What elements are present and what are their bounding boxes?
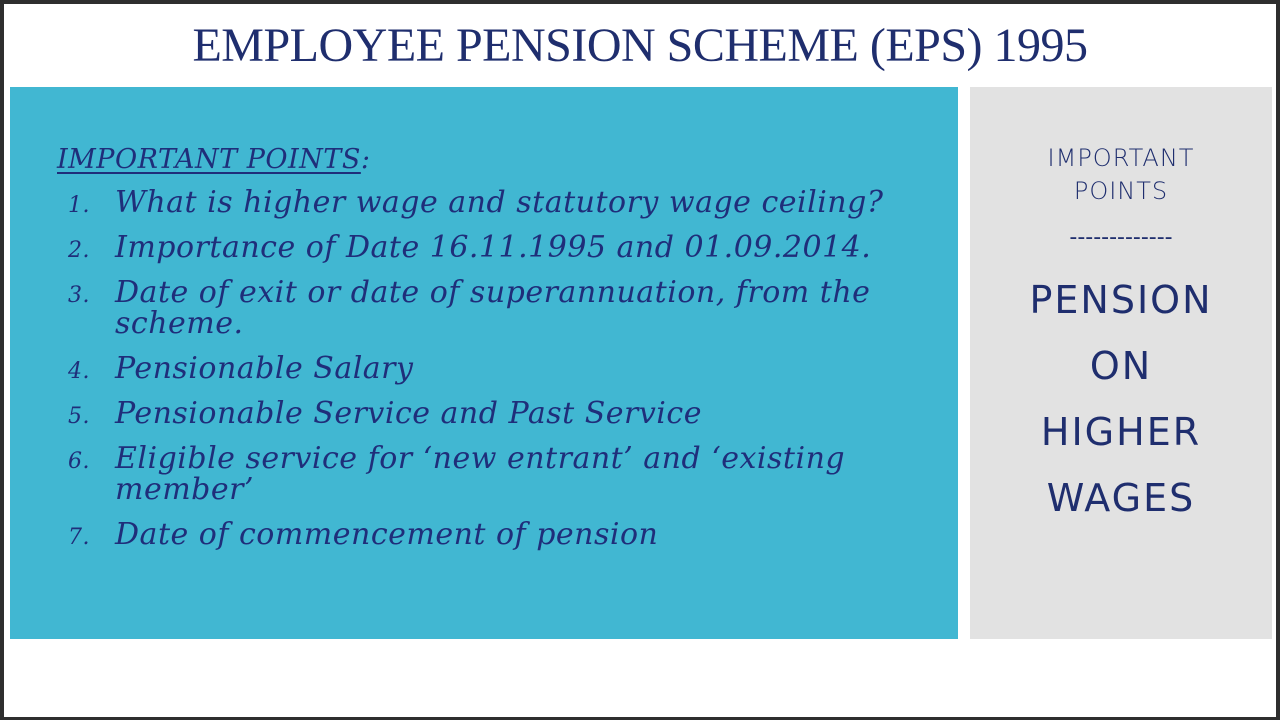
point-number: 1.: [68, 193, 90, 218]
side-topic-line: ON: [1089, 344, 1153, 388]
list-item: [68, 443, 928, 505]
important-points-heading: [57, 144, 370, 175]
point-number: 5.: [68, 404, 90, 429]
point-number: 7.: [68, 525, 90, 550]
point-text: Importance of Date 16.11.1995 and 01.09.2014.: [115, 230, 872, 265]
point-number: 6.: [68, 449, 90, 474]
list-item: [68, 353, 928, 384]
side-topic-line: HIGHER: [1040, 410, 1202, 454]
side-label: [970, 142, 1272, 208]
side-label-line: POINTS: [1073, 177, 1169, 205]
point-text: What is higher wage and statutory wage ceiling?: [115, 185, 884, 220]
list-item: [68, 232, 928, 263]
main-panel: [10, 87, 958, 639]
point-number: 2.: [68, 238, 90, 263]
point-text: Date of commencement of pension: [115, 517, 659, 552]
side-panel: [970, 87, 1272, 639]
point-text: Pensionable Salary: [115, 351, 414, 386]
side-label-line: IMPORTANT: [1047, 144, 1195, 172]
heading-text: IMPORTANT POINTS: [57, 144, 361, 175]
side-topic-line: PENSION: [1029, 278, 1213, 322]
point-number: 3.: [68, 283, 90, 308]
list-item: [68, 398, 928, 429]
side-topic: [970, 267, 1272, 531]
list-item: [68, 519, 928, 550]
slide-title: EMPLOYEE PENSION SCHEME (EPS) 1995: [192, 19, 1088, 72]
list-item: [68, 277, 928, 339]
point-text: Date of exit or date of superannuation, from the scheme.: [115, 275, 871, 341]
point-number: 4.: [68, 359, 90, 384]
point-text: Eligible service for ‘new entrant’ and ‘existing member’: [115, 441, 846, 507]
side-topic-line: WAGES: [1046, 476, 1196, 520]
heading-colon: :: [360, 144, 371, 175]
point-text: Pensionable Service and Past Service: [115, 396, 702, 431]
side-divider: -------------: [1069, 225, 1173, 250]
points-list: [68, 187, 928, 564]
list-item: [68, 187, 928, 218]
